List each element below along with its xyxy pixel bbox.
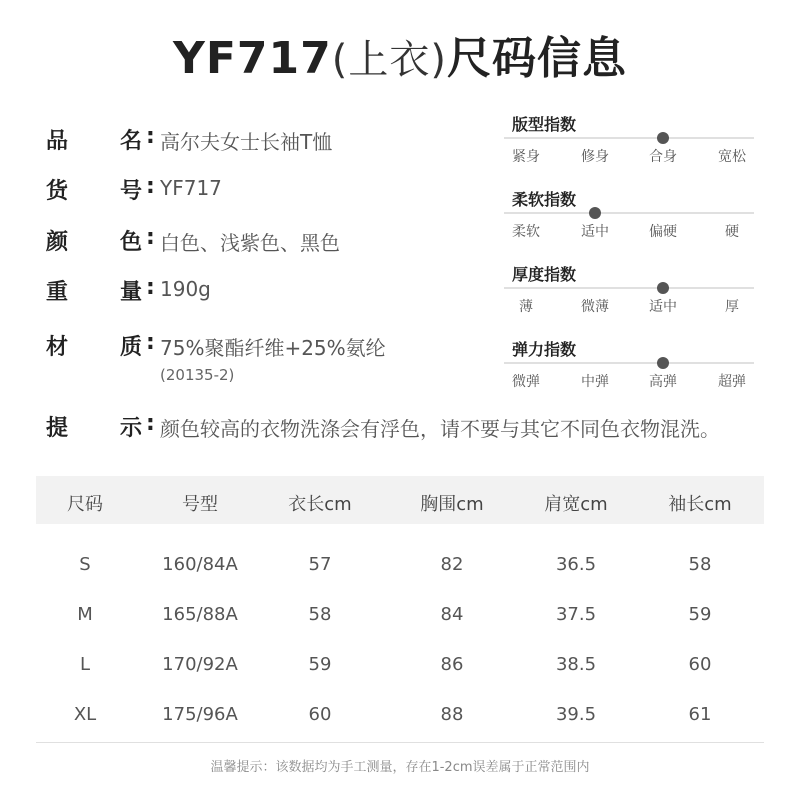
info-value-sku: YF717 [160,176,222,200]
table-cell: 38.5 [555,654,597,675]
table-header-cell: 尺码 [67,494,103,515]
index-track [504,212,754,214]
index-option: 偏硬 [649,224,677,240]
table-header-cell: 号型 [182,494,218,515]
table-cell: 39.5 [555,704,597,725]
table-row [36,596,764,636]
table-divider [36,742,764,743]
index-option: 宽松 [718,149,746,165]
table-cell: 58 [688,554,712,575]
table-header-cell: 胸围cm [420,494,484,515]
index-option: 适中 [649,299,677,315]
title-paren: (上衣) [331,37,447,83]
table-cell: 59 [688,604,712,625]
table-cell: S [79,554,91,575]
index-title: 版型指数 [512,115,577,134]
table-header-cell: 肩宽cm [544,494,608,515]
table-cell: 86 [440,654,464,675]
table-row [36,696,764,736]
footer-note: 温馨提示：该数据均为手工测量，存在1-2cm误差属于正常范围内 [210,760,590,775]
info-value-name: 高尔夫女士长袖T恤 [160,130,333,154]
table-cell: 84 [440,604,464,625]
table-cell: 88 [440,704,464,725]
table-cell: M [77,604,93,625]
index-marker [589,207,601,219]
index-marker [657,282,669,294]
index-marker [657,132,669,144]
table-cell: 59 [308,654,332,675]
table-cell: XL [73,704,97,725]
index-option: 高弹 [649,374,677,390]
table-cell: 82 [440,554,464,575]
table-cell: 165/88A [162,604,238,625]
info-colon: : [146,225,155,250]
table-cell: 60 [308,704,332,725]
table-cell: 61 [688,704,712,725]
table-cell: 36.5 [555,554,597,575]
index-track [504,137,754,139]
table-header-cell: 袖长cm [668,494,732,515]
index-option: 中弹 [581,374,609,390]
info-label: 货 号 [46,179,142,204]
index-title: 弹力指数 [512,340,577,359]
table-cell: 57 [308,554,332,575]
index-marker [657,357,669,369]
table-row [36,546,764,586]
table-cell: 170/92A [162,654,238,675]
info-colon: : [146,174,155,199]
index-title: 柔软指数 [512,190,577,209]
table-row [36,646,764,686]
index-track [504,362,754,364]
table-cell: 60 [688,654,712,675]
table-header-cell: 衣长cm [288,494,352,515]
info-colon: : [146,330,155,355]
info-value-material-code: (20135-2) [160,366,235,384]
index-option: 紧身 [512,149,540,165]
title-main: 尺码信息 [446,33,627,84]
index-option: 合身 [649,149,677,165]
index-option: 微薄 [581,299,609,315]
table-cell: 37.5 [555,604,597,625]
table-cell: 160/84A [162,554,238,575]
index-option: 薄 [519,299,533,315]
index-option: 超弹 [718,374,746,390]
info-value-tip: 颜色较高的衣物洗涤会有浮色，请不要与其它不同色衣物混洗。 [160,417,720,441]
index-option: 修身 [581,149,609,165]
info-value-material: 75%聚酯纤维+25%氨纶 [160,336,386,360]
info-row-tip [46,411,766,441]
table-cell: 58 [308,604,332,625]
info-value-color: 白色、浅紫色、黑色 [160,231,340,255]
index-option: 柔软 [512,224,540,240]
size-table-header [36,476,764,524]
index-track [504,287,754,289]
info-label: 提 示 [46,416,142,441]
table-cell: L [79,654,91,675]
info-label: 重 量 [46,280,142,305]
info-row-sku [46,174,766,204]
index-option: 硬 [725,224,739,240]
info-colon: : [146,124,155,149]
info-label: 材 质 [46,335,142,360]
index-title: 厚度指数 [512,265,577,284]
info-value-weight: 190g [160,277,211,301]
info-colon: : [146,275,155,300]
table-cell: 175/96A [162,704,238,725]
page-title [0,22,800,86]
index-option: 适中 [581,224,609,240]
info-label: 颜 色 [46,230,142,255]
info-label: 品 名 [46,129,142,154]
index-option: 微弹 [512,374,540,390]
title-code: YF717 [173,33,332,84]
info-colon: : [146,411,155,436]
index-option: 厚 [725,299,739,315]
